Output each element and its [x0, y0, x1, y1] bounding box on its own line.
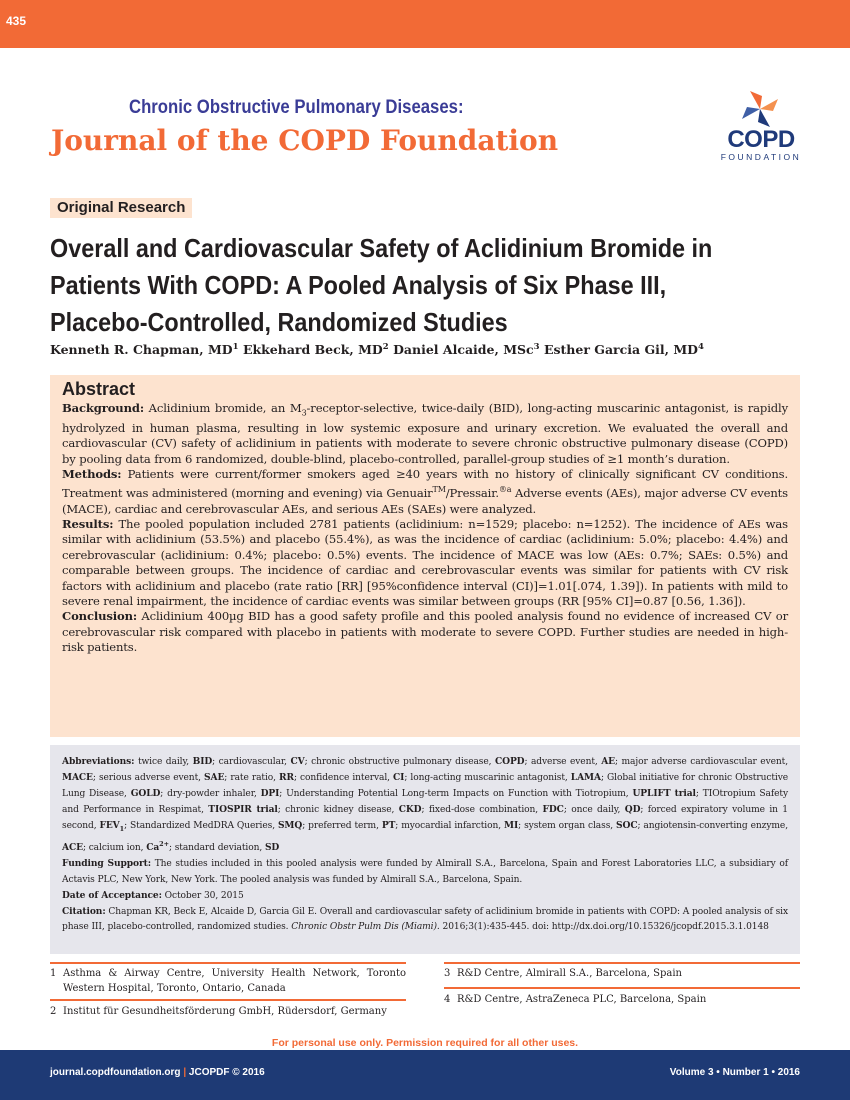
background-text: Aclidinium bromide, an M: [148, 401, 302, 415]
trademark: TM: [432, 485, 446, 495]
footer-left: [50, 1067, 265, 1078]
abbr-text: ; rate ratio,: [224, 773, 280, 784]
logo-wordmark: COPD: [727, 126, 795, 153]
author-affiliation: 2: [382, 342, 389, 352]
citation-journal: Chronic Obstr Pulm Dis (Miami).: [291, 921, 440, 932]
abbr-term: UPLIFT trial: [632, 788, 696, 800]
abbr-text: ; major adverse cardiovascular event,: [615, 757, 789, 767]
abbr-text: ; long-acting muscarinic antagonist,: [404, 773, 571, 784]
abstract-box: [50, 375, 800, 737]
abbr-term: BID: [192, 756, 213, 767]
methods-label: Methods:: [62, 466, 122, 481]
abbr-text: ; myocardial infarction,: [395, 821, 505, 832]
logo-subtitle: FOUNDATION: [720, 152, 802, 162]
date-of-acceptance: [62, 888, 788, 904]
footnote-marker: ®a: [498, 485, 512, 495]
affiliation-divider: [444, 987, 800, 989]
abbr-term: DPI: [260, 788, 280, 800]
results-text: The pooled population included 2781 patients (aclidinium: n=1529; placebo: n=1252). The incidence of AEs was similar with aclidinium (53.5%) and placebo (55.4%), as was the incidence of cardiac (aclidinium: 5.0%; placebo: 4.4%) and cerebrovascular (aclidinium: 0.4%; placebo: 0.5%) events. The incidence of MACE was low (AEs: 0.7%; SAEs: 0.5%) and comparable between groups. The incidence of cardiac and cerebrovascular events was similar for patients with CV risk factors with aclidinium and placebo (rate ratio [RR] [95%confidence interval (CI)]=1.01[.074, 1.39]). In patients with mild to severe renal impairment, the incidence of cardiac events was similar between groups (RR [95% CI]=0.87 [0.56, 1.36]).: [62, 517, 788, 609]
acceptance-date: October 30, 2015: [164, 890, 244, 901]
affiliation-divider: [444, 962, 800, 964]
abbr-term: PT: [381, 820, 396, 832]
abbr-term: CKD: [398, 804, 422, 816]
abbreviations-label: Abbreviations:: [62, 756, 135, 767]
author-list: [50, 342, 704, 357]
abbr-text: ; TIOtropium Safety and Performance in Respimat,: [62, 789, 788, 816]
affiliation-number: 3: [444, 968, 451, 979]
article-metadata-box: [50, 745, 800, 954]
abbr-term: SD: [264, 842, 280, 854]
abbr-term: FDC: [542, 804, 564, 816]
abbr-term: MI: [504, 820, 519, 832]
methods-text: Adverse events (AEs), major adverse CV events (MACE), cardiac and cerebrovascular AEs, and serious AEs (SAEs) were analyzed.: [62, 486, 788, 516]
author-name: Daniel Alcaide, MSc: [393, 342, 534, 358]
abbr-text: ; standard deviation,: [168, 843, 265, 854]
affiliation-number: 2: [50, 1006, 57, 1017]
journal-copyright: JCOPDF © 2016: [188, 1067, 265, 1078]
author-name: Kenneth R. Chapman, MD: [50, 342, 233, 358]
abbr-text: ; Understanding Potential Long-term Impacts on Function with Tiotropium,: [279, 789, 633, 800]
citation-text: Chapman KR, Beck E, Alcaide D, Garcia Gil E. Overall and cardiovascular safety of aclidinium bromide in patients with COPD: A pooled analysis of six phase III, placebo-controlled, randomized studies.: [62, 906, 788, 932]
abbr-term: QD: [624, 804, 641, 816]
author-affiliation: 4: [698, 342, 704, 352]
funding-support: [62, 856, 788, 887]
abbr-term-text: FEV: [99, 820, 120, 832]
abstract-methods: [62, 467, 788, 517]
abbr-term-text: Ca: [146, 842, 160, 854]
affiliation-number: 4: [444, 994, 451, 1005]
abbr-term: [99, 820, 125, 834]
affiliation-number: 1: [50, 968, 57, 979]
citation-label: Citation:: [62, 905, 106, 917]
funding-label: Funding Support:: [62, 858, 152, 870]
abbr-text: ; once daily,: [563, 805, 625, 816]
abbr-text: ; calcium ion,: [82, 843, 147, 854]
abbr-text: ; preferred term,: [302, 821, 382, 832]
abbr-text: ; Global initiative for chronic Obstructive Lung Disease,: [62, 773, 789, 800]
subscript: 1: [119, 825, 125, 834]
abbr-term: TIOSPIR trial: [208, 804, 278, 816]
abbr-term: RR: [279, 772, 294, 784]
background-label: Background:: [62, 401, 144, 415]
methods-text: /Pressair.: [445, 486, 499, 501]
affiliation-divider: [50, 962, 406, 964]
journal-website-link[interactable]: journal.copdfoundation.org: [50, 1067, 181, 1078]
abbr-text: ; adverse event,: [524, 757, 602, 767]
abbr-term: ACE: [62, 842, 83, 854]
results-label: Results:: [62, 517, 114, 532]
abstract-background: [62, 401, 788, 467]
usage-notice: For personal use only. Permission required for all other uses.: [271, 1037, 579, 1049]
abbr-term: AE: [601, 756, 616, 767]
author-affiliation: 1: [232, 342, 239, 352]
funding-text: The studies included in this pooled analysis were funded by Almirall S.A., Barcelona, Spain and Forest Laboratories LLC, a subsidiary of Actavis PLC, New York, New York. The pooled analysis was funded by Almirall S.A., Barcelona, Spain.: [62, 859, 788, 885]
acceptance-label: Date of Acceptance:: [62, 889, 162, 901]
abbr-text: ; forced expiratory volume in 1 second,: [62, 805, 788, 832]
methods-text: Patients were current/former smokers aged ≥40 years with no history of clinically significant CV conditions. Treatment was administered (morning and evening) via Genuair: [62, 466, 788, 501]
author-affiliation: 3: [533, 342, 540, 352]
abbr-text: ; confidence interval,: [293, 773, 394, 784]
abbr-text: ; chronic kidney disease,: [277, 805, 399, 816]
abbr-text: ; system organ class,: [518, 821, 617, 832]
footer-separator: |: [183, 1067, 187, 1078]
abbreviations: [62, 754, 788, 856]
article-title: Overall and Cardiovascular Safety of Aclidinium Bromide in Patients With COPD: A Pooled Analysis of Six Phase III, Placebo-Controlled, Randomized Studies: [50, 233, 713, 337]
abbr-text: ; cardiovascular,: [212, 757, 291, 767]
abbr-term: LAMA: [570, 772, 601, 784]
abbr-text: ; Standardized MedDRA Queries,: [124, 821, 278, 832]
abstract-heading: Abstract: [62, 379, 136, 399]
abbr-term: COPD: [494, 756, 525, 767]
abbr-term: [146, 842, 169, 853]
journal-subtitle: Chronic Obstructive Pulmonary Diseases:: [129, 97, 464, 118]
affiliation-text: Asthma & Airway Centre, University Health Network, Toronto Western Hospital, Toronto, Ontario, Canada: [63, 968, 406, 994]
abbr-term: SMQ: [277, 820, 303, 832]
page-number: 435: [6, 14, 27, 28]
author-name: Ekkehard Beck, MD: [242, 342, 383, 358]
conclusion-text: Aclidinium 400µg BID has a good safety profile and this pooled analysis found no evidence of increased CV or cerebrovascular risk compared with placebo in patients with moderate to severe COPD. Further studies are needed in high-risk patients.: [62, 609, 788, 655]
abbr-text: ; dry-powder inhaler,: [160, 789, 261, 800]
abbr-text: ; fixed-dose combination,: [421, 805, 543, 816]
article-type-label: Original Research: [50, 198, 192, 218]
volume-info: Volume 3 • Number 1 • 2016: [669, 1067, 800, 1078]
abstract-results: [62, 517, 788, 609]
superscript: 2+: [159, 840, 169, 849]
abbr-term: CI: [393, 772, 405, 784]
abbr-text: twice daily,: [137, 757, 193, 767]
abbr-term: SAE: [204, 772, 225, 784]
abbr-term: MACE: [62, 772, 93, 784]
affiliation-text: Institut für Gesundheitsförderung GmbH, Rüdersdorf, Germany: [63, 1006, 387, 1017]
journal-title: Journal of the COPD Foundation: [51, 124, 559, 157]
abbr-text: ; chronic obstructive pulmonary disease,: [304, 757, 495, 767]
subscript: 3: [301, 408, 307, 418]
affiliation-text: R&D Centre, AstraZeneca PLC, Barcelona, Spain: [457, 994, 707, 1005]
copd-foundation-logo: [716, 90, 806, 162]
affiliation-text: R&D Centre, Almirall S.A., Barcelona, Spain: [457, 968, 682, 979]
abbr-text: ; serious adverse event,: [92, 773, 205, 784]
abbr-term: CV: [290, 756, 305, 767]
abbr-text: ; angiotensin-converting enzyme,: [637, 821, 788, 832]
top-banner: [0, 0, 850, 48]
abstract-conclusion: [62, 609, 788, 655]
pinwheel-icon: [740, 90, 780, 128]
affiliation-divider: [50, 999, 406, 1001]
citation: [62, 904, 788, 935]
citation-doi: 2016;3(1):435-445. doi: http://dx.doi.org/10.15326/jcopdf.2015.3.1.0148: [439, 921, 769, 932]
abbr-term: SOC: [616, 820, 638, 832]
abbr-term: GOLD: [130, 788, 161, 800]
conclusion-label: Conclusion:: [62, 609, 138, 624]
background-text: -receptor-selective, twice-daily (BID), long-acting muscarinic antagonist, is rapidly hydrolyzed in human plasma, resulting in low systemic exposure and urinary excretion. We evaluated the overall and cardiovascular (CV) safety of aclidinium in patients with moderate to severe chronic obstructive pulmonary disease (COPD) by pooling data from 6 randomized, double-blind, placebo-controlled, parallel-group studies of ≥1 month’s duration.: [62, 401, 788, 466]
author-name: Esther Garcia Gil, MD: [543, 342, 698, 358]
